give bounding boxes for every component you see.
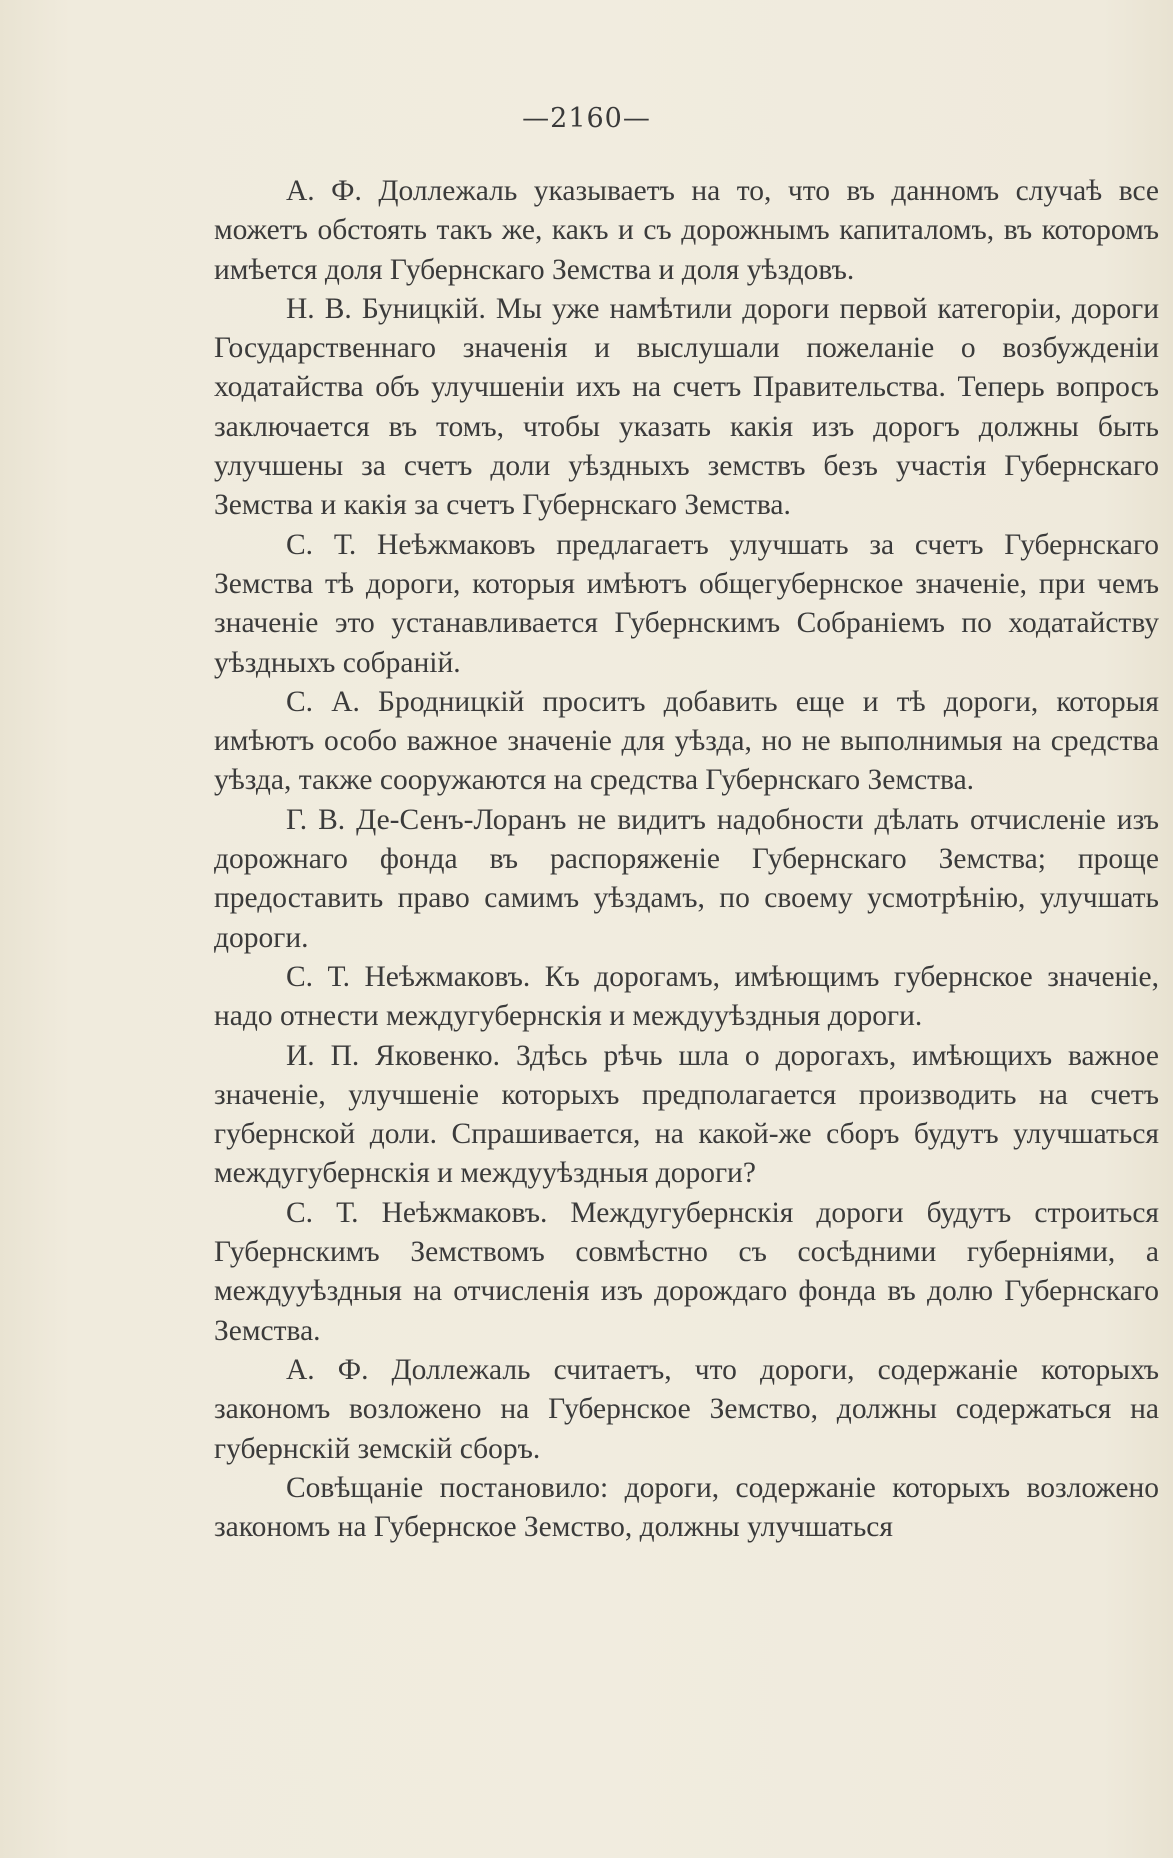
- page-number: —2160—: [522, 103, 651, 134]
- paragraph-bunitsky: Н. В. Буницкій. Мы уже намѣтили дороги первой категоріи, дороги Государственнаго значенія и выслушали пожеланіе о возбужденіи ходатайства объ улучшеніи ихъ на счетъ Правительства. Теперь вопросъ заключается въ томъ, чтобы указать какія изъ дорогъ должны быть улучшены за счетъ доли уѣздныхъ земствъ безъ участія Губернскаго Земства и какія за счетъ Губернскаго Земства.: [214, 292, 1159, 522]
- paragraph-dollezhal-2: А. Ф. Доллежаль считаетъ, что дороги, содержаніе которыхъ закономъ возложено на Губернское Земство, должны содержаться на губернскій земскій сборъ.: [214, 1353, 1159, 1465]
- paragraph-resolution: Совѣщаніе постановило: дороги, содержаніе которыхъ возложено закономъ на Губернское Земство, должны улучшаться: [214, 1471, 1159, 1544]
- body-text: [214, 172, 1159, 1547]
- paragraph-dollezhal-1: А. Ф. Доллежаль указываетъ на то, что въ данномъ случаѣ все можетъ обстоять такъ же, какъ и съ дорожнымъ капиталомъ, въ которомъ имѣется доля Губернскаго Земства и доля уѣздовъ.: [214, 175, 1159, 286]
- paragraph-brodnitsky: С. А. Бродницкій проситъ добавить еще и тѣ дороги, которыя имѣютъ особо важное значеніе для уѣзда, но не выполнимыя на средства уѣзда, также сооружаются на средства Губернскаго Земства.: [214, 685, 1159, 797]
- paragraph-neezhmakov-3: С. Т. Неѣжмаковъ. Междугубернскія дороги будутъ строиться Губернскимъ Земствомъ совмѣстно съ сосѣдними губерніями, а междууѣздныя на отчисленія изъ дорождаго фонда въ долю Губернскаго Земства.: [214, 1196, 1159, 1347]
- paragraph-neezhmakov-2: С. Т. Неѣжмаковъ. Къ дорогамъ, имѣющимъ губернское значеніе, надо отнести междугубернскія и междууѣздныя дороги.: [214, 960, 1159, 1033]
- paragraph-de-sen-loran: Г. В. Де-Сенъ-Лоранъ не видитъ надобности дѣлать отчисленіе изъ дорожнаго фонда въ распоряженіе Губернскаго Земства; проще предоставить право самимъ уѣздамъ, по своему усмотрѣнію, улучшать дороги.: [214, 803, 1159, 954]
- paragraph-yakovenko: И. П. Яковенко. Здѣсь рѣчь шла о дорогахъ, имѣющихъ важное значеніе, улучшеніе которыхъ предполагается производить на счетъ губернской доли. Спрашивается, на какой-же сборъ будутъ улучшаться междугубернскія и междууѣздныя дороги?: [214, 1039, 1159, 1190]
- paragraph-neezhmakov-1: С. Т. Неѣжмаковъ предлагаетъ улучшать за счетъ Губернскаго Земства тѣ дороги, которыя имѣютъ общегубернское значеніе, при чемъ значеніе это устанавливается Губернскимъ Собраніемъ по ходатайству уѣздныхъ собраній.: [214, 528, 1159, 679]
